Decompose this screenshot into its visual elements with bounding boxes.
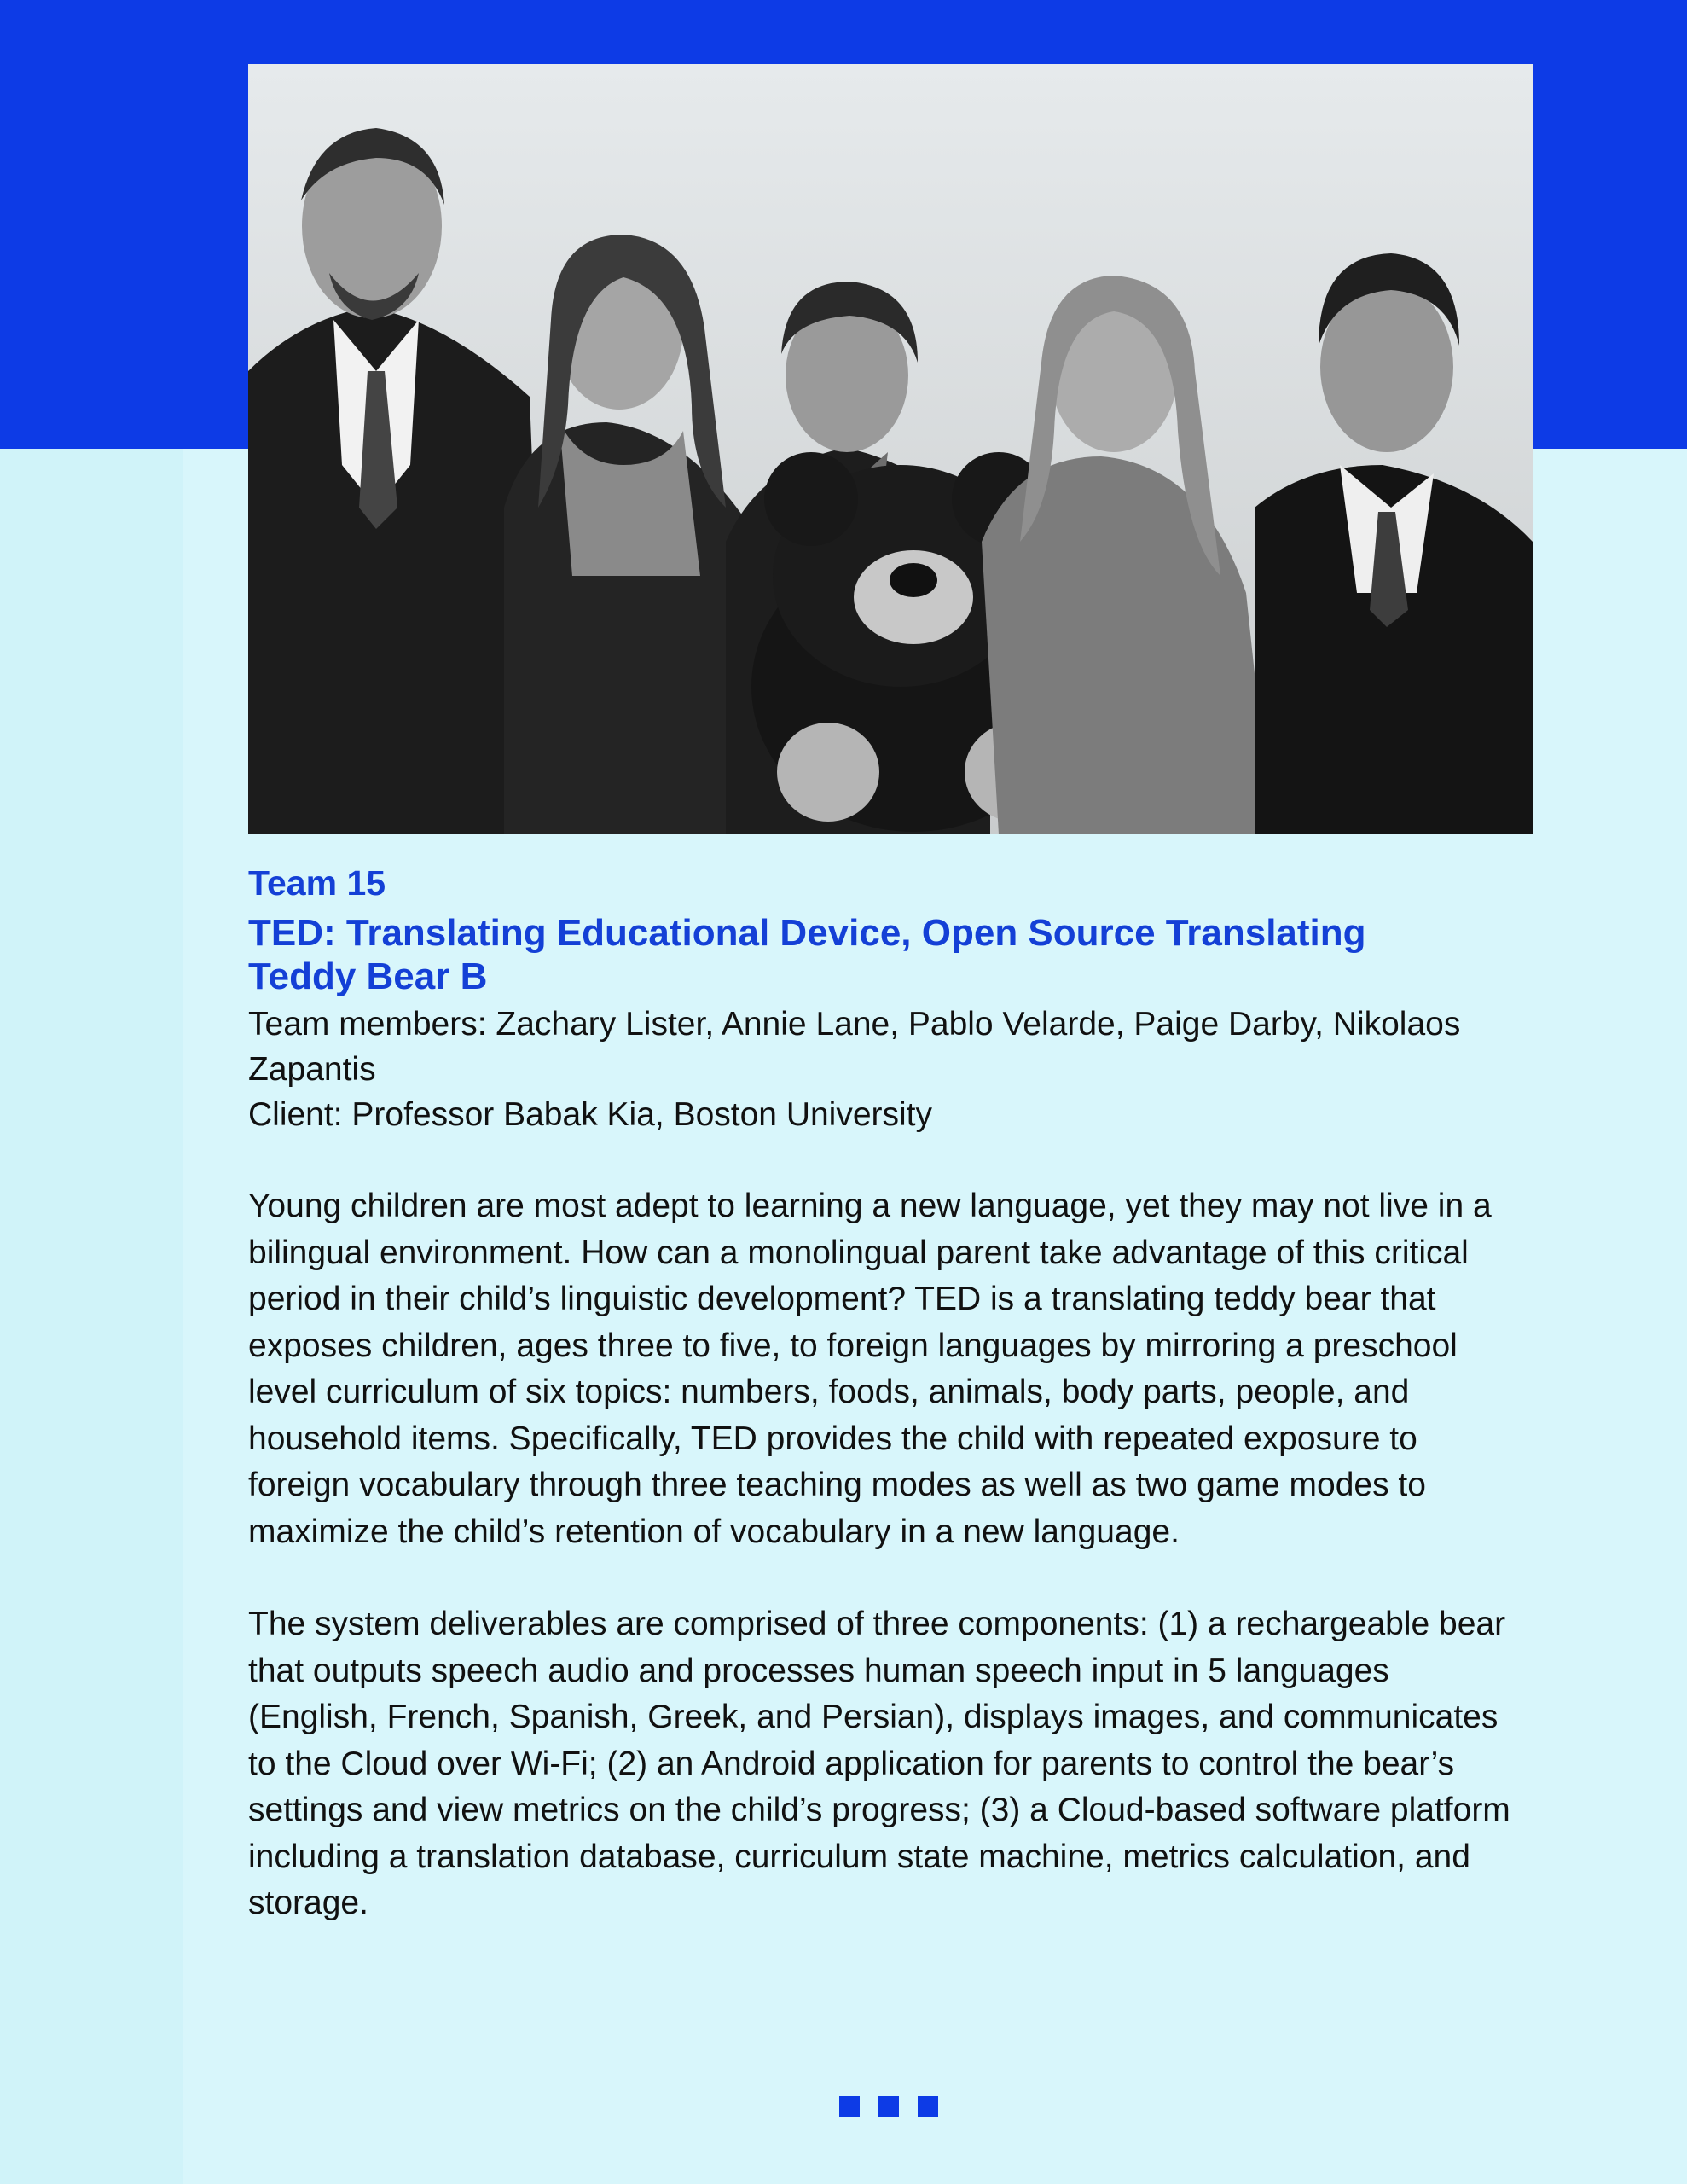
project-title: TED: Translating Educational Device, Open Source Translating Teddy Bear B: [248, 912, 1366, 997]
project-text-block: [248, 860, 1553, 1927]
description-paragraph-2: The system deliverables are comprised of three components: (1) a rechargeable bear that outputs speech audio and processes human speech input in 5 languages (English, French, Spanish, Greek, and Persian), displays images, and communicates to the Cloud over Wi-Fi; (2) an Android application for parents to control the bear’s settings and view metrics on the child’s progress; (3) a Cloud-based software platform including a translation database, curriculum state machine, metrics calculation, and storage.: [248, 1606, 1510, 1921]
client-line: Client: Professor Babak Kia, Boston University: [248, 1096, 933, 1133]
team-number: Team 15: [248, 863, 386, 903]
description-paragraph-1: Young children are most adept to learning a new language, yet they may not live in a bilingual environment. How can a monolingual parent take advantage of this critical period in their child’s linguistic development? TED is a translating teddy bear that exposes children, ages three to five, to foreign languages by mirroring a preschool level curriculum of six topics: numbers, foods, animals, body parts, people, and household items. Specifically, TED provides the child with repeated exposure to foreign vocabulary through three teaching modes as well as two game modes to maximize the child’s retention of vocabulary in a new language.: [248, 1188, 1492, 1550]
team-members: Team members: Zachary Lister, Annie Lane, Pablo Velarde, Paige Darby, Nikolaos Zapantis: [248, 1006, 1461, 1088]
page-marker-square: [918, 2096, 938, 2117]
page-marker: [839, 2096, 938, 2117]
left-margin-strip: [0, 449, 183, 2184]
page-marker-square: [878, 2096, 899, 2117]
team-photo: [248, 64, 1533, 834]
page-marker-square: [839, 2096, 860, 2117]
